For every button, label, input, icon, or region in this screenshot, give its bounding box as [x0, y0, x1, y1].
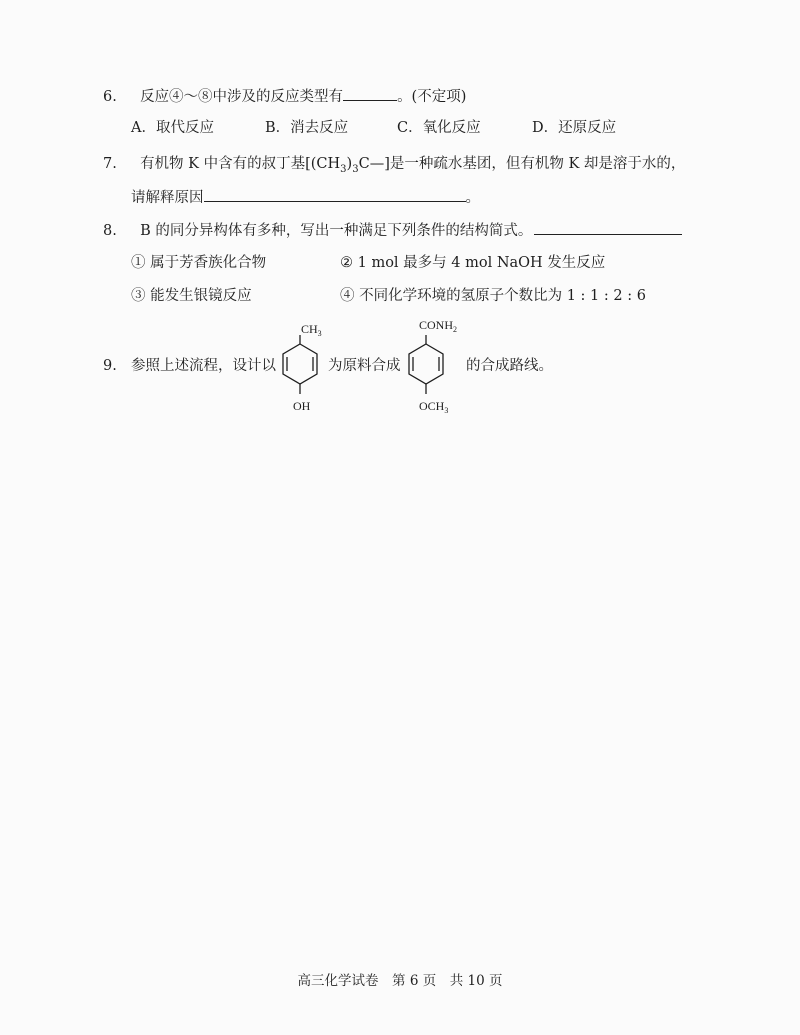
q7-sub-2: 3: [352, 163, 359, 175]
start-material-top-group: $CH_3$: [301, 322, 322, 338]
q6-option-c-text: 氧化反应: [422, 120, 481, 136]
q8-condition-3: ③ 能发生银镜反应: [131, 288, 252, 304]
q6-option-d: [532, 118, 616, 138]
q9-text-c: 的合成路线。: [466, 358, 553, 374]
q6-stem: [103, 86, 466, 107]
q6-option-c: [397, 118, 481, 138]
q8-condition-2: ② 1 mol 最多与 4 mol NaOH 发生反应: [340, 255, 606, 271]
q6-answer-blank[interactable]: [343, 86, 397, 101]
q6-option-d-text: 还原反应: [558, 120, 617, 136]
q6-option-b: [265, 118, 348, 138]
q6-option-c-letter: C．: [397, 120, 423, 136]
q9-text-b: 为原料合成: [328, 358, 401, 374]
q6-option-d-letter: D．: [532, 120, 559, 136]
q8-condition-1: ① 属于芳香族化合物: [131, 255, 267, 271]
q9-text-a: 参照上述流程，设计以: [131, 358, 276, 374]
q6-option-b-letter: B．: [265, 120, 291, 136]
q8-text: B 的同分异构体有多种，写出一种满足下列条件的结构简式。: [140, 223, 533, 239]
q8-condition-4: ④ 不同化学环境的氢原子个数比为 1 : 1 : 2 : 6: [340, 288, 646, 304]
q7-text-a: 有机物 K 中含有的叔丁基[(CH: [140, 156, 341, 172]
q7-text-c: C—]是一种疏水基团，但有机物 K 却是溶于水的，: [358, 156, 686, 172]
q7-number: 7.: [103, 156, 117, 172]
page-footer: 高三化学试卷 第 6 页 共 10 页: [297, 973, 503, 989]
q6-option-a-letter: A．: [131, 120, 156, 136]
q6-tail: 。(不定项): [397, 89, 467, 105]
q8-number: 8.: [103, 223, 117, 239]
q9-number: 9.: [103, 358, 117, 374]
q6-option-a: [131, 118, 214, 138]
q7-stem: [103, 154, 685, 180]
start-material-bottom-group: OH: [293, 399, 311, 413]
q8-answer-blank[interactable]: [534, 220, 682, 235]
q7-text-b: ): [346, 156, 353, 172]
q6-text: 反应④～⑧中涉及的反应类型有: [140, 89, 344, 105]
target-top-group: $CONH_2$: [419, 318, 458, 334]
target-bottom-group: $OCH_3$: [419, 399, 449, 415]
q7-line2-text: 请解释原因: [131, 190, 204, 206]
start-material-structure: [270, 316, 330, 416]
q6-option-a-text: 取代反应: [155, 120, 214, 136]
q8-stem: [103, 220, 682, 241]
q7-tail: 。: [465, 190, 480, 206]
target-structure: [400, 316, 475, 416]
q7-line2: [131, 187, 480, 208]
q7-sub-1: 3: [340, 163, 347, 175]
q6-number: 6.: [103, 89, 117, 105]
q6-option-b-text: 消去反应: [290, 120, 349, 136]
q7-answer-blank[interactable]: [204, 187, 466, 202]
